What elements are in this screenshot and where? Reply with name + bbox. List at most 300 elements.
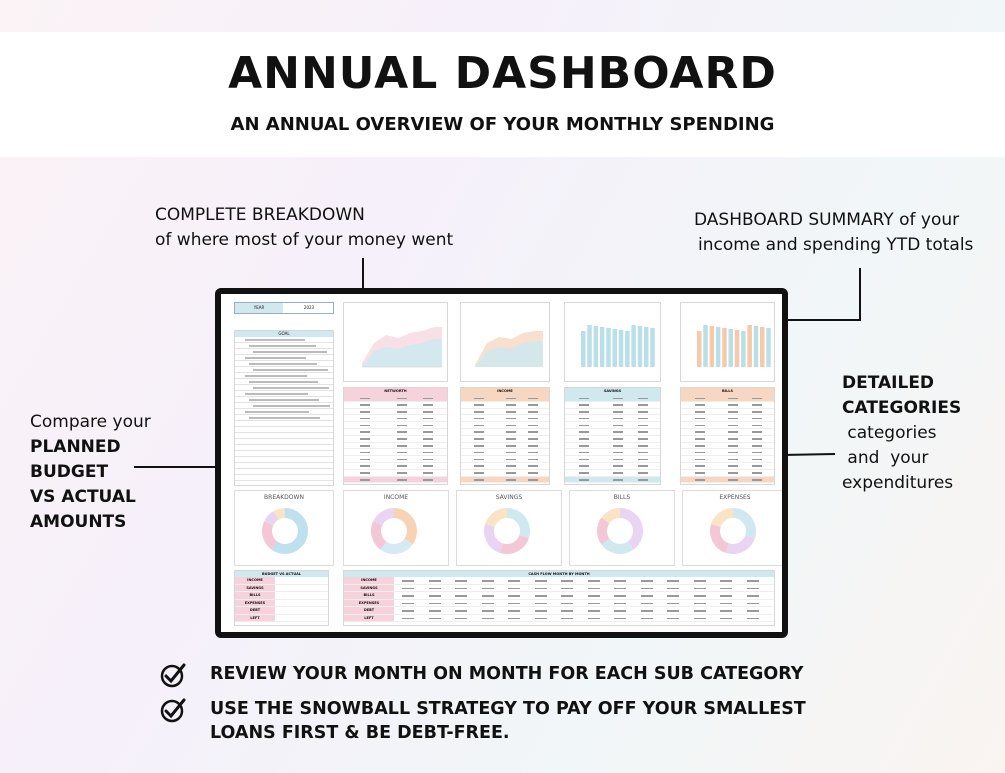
- budget-row: [235, 607, 328, 615]
- cell-placeholder: [423, 398, 433, 400]
- bar: [729, 329, 734, 367]
- cell-placeholder: [423, 459, 433, 461]
- cell-placeholder: [728, 438, 738, 440]
- goal-line-placeholder: [245, 375, 307, 377]
- cell-placeholder: [474, 459, 484, 461]
- cell-placeholder: [752, 459, 762, 461]
- cell-placeholder: [695, 398, 705, 400]
- cell-placeholder: [728, 404, 738, 406]
- cell-placeholder: [360, 431, 370, 433]
- cell-placeholder: [720, 610, 732, 612]
- budget-rows: [235, 577, 328, 622]
- cell-placeholder: [614, 595, 626, 597]
- cell-placeholder: [474, 398, 484, 400]
- cell-placeholder: [747, 618, 759, 620]
- cashflow-row-label: INCOME: [344, 577, 394, 584]
- cell-placeholder: [720, 603, 732, 605]
- bar: [625, 331, 630, 367]
- cell-placeholder: [402, 595, 414, 597]
- table-row: [461, 395, 549, 402]
- bullet-text: USE THE SNOWBALL STRATEGY TO PAY OFF YOUR SMALLEST LOANS FIRST & BE DEBT-FREE.: [210, 699, 806, 743]
- cell-placeholder: [360, 452, 370, 454]
- cell-placeholder: [360, 465, 370, 467]
- table-row: [565, 429, 660, 436]
- cell-placeholder: [747, 610, 759, 612]
- table-row: [681, 436, 774, 443]
- cell-placeholder: [474, 418, 484, 420]
- bar: [741, 331, 746, 367]
- cell-placeholder: [474, 431, 484, 433]
- cell-placeholder: [506, 445, 516, 447]
- table-row: [344, 415, 447, 422]
- goal-line-placeholder: [245, 393, 308, 395]
- cell-placeholder: [614, 603, 626, 605]
- table-row: [565, 477, 660, 484]
- cell-placeholder: [455, 610, 467, 612]
- dashboard-preview: [215, 288, 788, 638]
- bar-chart-bills: [681, 303, 776, 383]
- cell-placeholder: [528, 398, 538, 400]
- donut-slice: [602, 520, 605, 541]
- goal-line-placeholder: [245, 357, 306, 359]
- page-subtitle: AN ANNUAL OVERVIEW OF YOUR MONTHLY SPENDING: [230, 114, 775, 135]
- page-title: ANNUAL DASHBOARD: [228, 48, 777, 99]
- cell-placeholder: [482, 588, 494, 590]
- cell-placeholder: [579, 445, 589, 447]
- donut-chart: [570, 491, 676, 567]
- cell-placeholder: [402, 618, 414, 620]
- category-table: [343, 387, 448, 485]
- cell-placeholder: [588, 588, 600, 590]
- cell-placeholder: [506, 452, 516, 454]
- cell-placeholder: [728, 459, 738, 461]
- callout-compare-line-3: BUDGET: [30, 462, 109, 482]
- cell-placeholder: [728, 431, 738, 433]
- cell-placeholder: [614, 588, 626, 590]
- budget-row-label: DEBT: [235, 607, 275, 614]
- category-table-title: SAVINGS: [565, 388, 660, 395]
- cell-placeholder: [508, 580, 520, 582]
- cell-placeholder: [613, 404, 623, 406]
- donut-title: INCOME: [383, 494, 409, 501]
- callout-compare-line-2: PLANNED: [30, 437, 121, 457]
- cell-placeholder: [638, 411, 648, 413]
- cell-placeholder: [613, 438, 623, 440]
- cell-placeholder: [482, 595, 494, 597]
- cell-placeholder: [474, 404, 484, 406]
- cell-placeholder: [528, 472, 538, 474]
- table-row: [681, 415, 774, 422]
- cell-placeholder: [535, 588, 547, 590]
- bar: [760, 327, 765, 367]
- budget-row: [235, 615, 328, 623]
- goal-line-placeholder: [253, 351, 327, 353]
- donut-chart: [235, 491, 341, 567]
- bar-chart-savings: [565, 303, 662, 383]
- cell-placeholder: [561, 610, 573, 612]
- budget-row: [235, 585, 328, 593]
- donut-title: SAVINGS: [495, 494, 523, 501]
- bar: [747, 325, 752, 367]
- cell-placeholder: [528, 479, 538, 481]
- cell-placeholder: [720, 618, 732, 620]
- donut-card: [682, 490, 782, 566]
- donut-title: BREAKDOWN: [264, 494, 304, 501]
- bar: [631, 325, 636, 367]
- cell-placeholder: [397, 452, 407, 454]
- cell-placeholder: [641, 603, 653, 605]
- cell-placeholder: [588, 580, 600, 582]
- cell-placeholder: [588, 603, 600, 605]
- cell-placeholder: [429, 580, 441, 582]
- cell-placeholder: [397, 479, 407, 481]
- table-row: [681, 443, 774, 450]
- cell-placeholder: [752, 398, 762, 400]
- cashflow-table: [343, 570, 775, 626]
- cell-placeholder: [728, 445, 738, 447]
- cell-placeholder: [720, 595, 732, 597]
- cell-placeholder: [638, 445, 648, 447]
- cell-placeholder: [474, 472, 484, 474]
- cell-placeholder: [360, 425, 370, 427]
- budget-vs-actual-title: BUDGET VS ACTUAL: [235, 571, 328, 577]
- cell-placeholder: [695, 425, 705, 427]
- cell-placeholder: [667, 595, 679, 597]
- cell-placeholder: [695, 431, 705, 433]
- goal-line-placeholder: [253, 405, 330, 407]
- table-row: [461, 443, 549, 450]
- cell-placeholder: [455, 580, 467, 582]
- cell-placeholder: [402, 580, 414, 582]
- donut-slice: [716, 513, 733, 525]
- cell-placeholder: [474, 445, 484, 447]
- callout-breakdown-line-1: COMPLETE BREAKDOWN: [155, 205, 365, 225]
- cashflow-row: [344, 607, 774, 615]
- cell-placeholder: [747, 603, 759, 605]
- cell-placeholder: [528, 452, 538, 454]
- cell-placeholder: [747, 595, 759, 597]
- cell-placeholder: [695, 438, 705, 440]
- cell-placeholder: [506, 411, 516, 413]
- cell-placeholder: [508, 610, 520, 612]
- cashflow-row: [344, 577, 774, 585]
- cell-placeholder: [506, 425, 516, 427]
- table-row: [344, 443, 447, 450]
- cell-placeholder: [695, 452, 705, 454]
- bar: [722, 328, 727, 367]
- cell-placeholder: [752, 425, 762, 427]
- cell-placeholder: [638, 425, 648, 427]
- cell-placeholder: [528, 418, 538, 420]
- cell-placeholder: [695, 479, 705, 481]
- table-row: [565, 395, 660, 402]
- cell-placeholder: [474, 425, 484, 427]
- donut-chart: [344, 491, 450, 567]
- cell-placeholder: [535, 603, 547, 605]
- cell-placeholder: [641, 618, 653, 620]
- cell-placeholder: [579, 465, 589, 467]
- cell-placeholder: [455, 618, 467, 620]
- cell-placeholder: [535, 595, 547, 597]
- donut-slice: [507, 513, 525, 537]
- donut-card: [234, 490, 334, 566]
- donut-slice: [376, 523, 383, 545]
- cell-placeholder: [506, 465, 516, 467]
- table-row: [344, 402, 447, 409]
- table-row: [461, 449, 549, 456]
- table-row: [681, 402, 774, 409]
- callout-detail-line-1: DETAILED: [842, 373, 935, 393]
- cell-placeholder: [402, 603, 414, 605]
- cell-placeholder: [508, 588, 520, 590]
- cell-placeholder: [360, 438, 370, 440]
- cell-placeholder: [579, 404, 589, 406]
- table-row: [461, 436, 549, 443]
- cashflow-row-label: DEBT: [344, 607, 394, 614]
- bar: [613, 329, 618, 367]
- cell-placeholder: [694, 595, 706, 597]
- cell-placeholder: [506, 418, 516, 420]
- category-table-title: INCOME: [461, 388, 549, 395]
- cell-placeholder: [613, 398, 623, 400]
- callout-compare-line-4: VS ACTUAL: [30, 487, 136, 507]
- cashflow-row: [344, 592, 774, 600]
- cell-placeholder: [455, 603, 467, 605]
- cell-placeholder: [747, 588, 759, 590]
- cell-placeholder: [614, 610, 626, 612]
- cell-placeholder: [561, 595, 573, 597]
- cell-placeholder: [579, 411, 589, 413]
- cell-placeholder: [397, 431, 407, 433]
- donut-slice: [267, 523, 274, 545]
- category-table-title: BILLS: [681, 388, 774, 395]
- cell-placeholder: [360, 404, 370, 406]
- bar: [594, 326, 599, 367]
- cell-placeholder: [423, 431, 433, 433]
- cell-placeholder: [397, 465, 407, 467]
- goal-line: [235, 475, 333, 481]
- cell-placeholder: [528, 465, 538, 467]
- cashflow-row-label: SAVINGS: [344, 585, 394, 592]
- table-row: [681, 422, 774, 429]
- cell-placeholder: [752, 431, 762, 433]
- table-row: [565, 470, 660, 477]
- cell-placeholder: [506, 472, 516, 474]
- table-row: [344, 449, 447, 456]
- year-label: YEAR: [235, 303, 283, 313]
- chart-income: [460, 302, 550, 382]
- cell-placeholder: [528, 438, 538, 440]
- cell-placeholder: [694, 618, 706, 620]
- table-row: [565, 463, 660, 470]
- category-table: [564, 387, 661, 485]
- cell-placeholder: [482, 603, 494, 605]
- cell-placeholder: [752, 465, 762, 467]
- cell-placeholder: [482, 580, 494, 582]
- cell-placeholder: [638, 404, 648, 406]
- cashflow-row-label: BILLS: [344, 592, 394, 599]
- budget-row-label: INCOME: [235, 577, 275, 584]
- cell-placeholder: [694, 580, 706, 582]
- cell-placeholder: [397, 425, 407, 427]
- cell-placeholder: [613, 445, 623, 447]
- cell-placeholder: [360, 398, 370, 400]
- table-row: [565, 422, 660, 429]
- cell-placeholder: [579, 398, 589, 400]
- cell-placeholder: [508, 595, 520, 597]
- budget-row: [235, 600, 328, 608]
- callout-compare-line-1: Compare your: [30, 412, 151, 432]
- cell-placeholder: [474, 479, 484, 481]
- cell-placeholder: [728, 418, 738, 420]
- cell-placeholder: [638, 479, 648, 481]
- cell-placeholder: [667, 603, 679, 605]
- cell-placeholder: [397, 472, 407, 474]
- table-row: [565, 449, 660, 456]
- cell-placeholder: [474, 411, 484, 413]
- goal-lines: [235, 337, 333, 481]
- budget-vs-actual: [234, 570, 329, 626]
- cell-placeholder: [535, 618, 547, 620]
- donut-slice: [620, 513, 638, 546]
- cell-placeholder: [429, 610, 441, 612]
- cell-placeholder: [613, 465, 623, 467]
- budget-row: [235, 592, 328, 600]
- cell-placeholder: [695, 465, 705, 467]
- cell-placeholder: [423, 411, 433, 413]
- cell-placeholder: [641, 580, 653, 582]
- cashflow-title: CASH FLOW MONTH BY MONTH: [344, 571, 774, 577]
- budget-row-label: SAVINGS: [235, 585, 275, 592]
- table-row: [461, 470, 549, 477]
- callout-compare-line-5: AMOUNTS: [30, 512, 127, 532]
- table-row: [344, 409, 447, 416]
- cell-placeholder: [474, 438, 484, 440]
- bar: [619, 330, 624, 367]
- cell-placeholder: [423, 452, 433, 454]
- cashflow-row: [344, 600, 774, 608]
- cell-placeholder: [528, 459, 538, 461]
- category-table: [680, 387, 775, 485]
- cell-placeholder: [588, 610, 600, 612]
- cell-placeholder: [402, 610, 414, 612]
- cell-placeholder: [506, 438, 516, 440]
- cell-placeholder: [579, 425, 589, 427]
- table-row: [344, 470, 447, 477]
- cell-placeholder: [455, 588, 467, 590]
- cell-placeholder: [397, 445, 407, 447]
- cell-placeholder: [423, 404, 433, 406]
- cell-placeholder: [614, 580, 626, 582]
- cell-placeholder: [641, 588, 653, 590]
- cell-placeholder: [695, 418, 705, 420]
- cell-placeholder: [528, 425, 538, 427]
- cell-placeholder: [561, 618, 573, 620]
- cell-placeholder: [423, 472, 433, 474]
- cell-placeholder: [613, 418, 623, 420]
- goal-line-placeholder: [249, 345, 316, 347]
- bar: [638, 326, 643, 367]
- cell-placeholder: [360, 459, 370, 461]
- cell-placeholder: [360, 479, 370, 481]
- cell-placeholder: [694, 588, 706, 590]
- goal-line-placeholder: [245, 339, 305, 341]
- cell-placeholder: [561, 588, 573, 590]
- cell-placeholder: [535, 580, 547, 582]
- cell-placeholder: [429, 603, 441, 605]
- cell-placeholder: [423, 465, 433, 467]
- category-table-title: NETWORTH: [344, 388, 447, 395]
- bar: [600, 327, 605, 367]
- bar: [697, 331, 702, 367]
- table-row: [565, 415, 660, 422]
- cell-placeholder: [535, 610, 547, 612]
- cell-placeholder: [360, 472, 370, 474]
- cell-placeholder: [720, 588, 732, 590]
- table-row: [565, 409, 660, 416]
- callout-summary-line-1: DASHBOARD SUMMARY of your: [694, 210, 960, 230]
- cell-placeholder: [614, 618, 626, 620]
- callout-detail-line-3: categories: [842, 423, 937, 443]
- cell-placeholder: [641, 595, 653, 597]
- cashflow-row-label: EXPENSES: [344, 600, 394, 607]
- cell-placeholder: [613, 472, 623, 474]
- chart-savings: [564, 302, 661, 382]
- table-row: [461, 409, 549, 416]
- cell-placeholder: [528, 404, 538, 406]
- donut-slice: [394, 513, 412, 542]
- donut-slice: [501, 537, 524, 549]
- cashflow-row: [344, 615, 774, 623]
- goal-line-placeholder: [249, 363, 317, 365]
- cell-placeholder: [638, 398, 648, 400]
- cell-placeholder: [728, 452, 738, 454]
- cell-placeholder: [638, 472, 648, 474]
- donut-slice: [269, 515, 277, 523]
- cell-placeholder: [695, 459, 705, 461]
- bar: [716, 327, 721, 367]
- check-circle-icon: [160, 697, 186, 723]
- donut-slice: [727, 537, 750, 549]
- table-row: [344, 456, 447, 463]
- cell-placeholder: [423, 425, 433, 427]
- cell-placeholder: [579, 452, 589, 454]
- table-row: [461, 463, 549, 470]
- table-row: [565, 436, 660, 443]
- cell-placeholder: [728, 398, 738, 400]
- cell-placeholder: [579, 479, 589, 481]
- donut-chart: [457, 491, 563, 567]
- table-row: [461, 402, 549, 409]
- cell-placeholder: [613, 411, 623, 413]
- area-chart-networth: [344, 303, 449, 383]
- table-row: [681, 456, 774, 463]
- cell-placeholder: [528, 445, 538, 447]
- cell-placeholder: [429, 595, 441, 597]
- cell-placeholder: [613, 459, 623, 461]
- cell-placeholder: [588, 618, 600, 620]
- cell-placeholder: [429, 588, 441, 590]
- cell-placeholder: [613, 425, 623, 427]
- table-row: [565, 443, 660, 450]
- bar: [587, 325, 592, 367]
- table-row: [344, 463, 447, 470]
- donut-slice: [605, 513, 620, 520]
- cell-placeholder: [360, 445, 370, 447]
- cell-placeholder: [474, 452, 484, 454]
- bar: [644, 327, 649, 367]
- budget-row: [235, 577, 328, 585]
